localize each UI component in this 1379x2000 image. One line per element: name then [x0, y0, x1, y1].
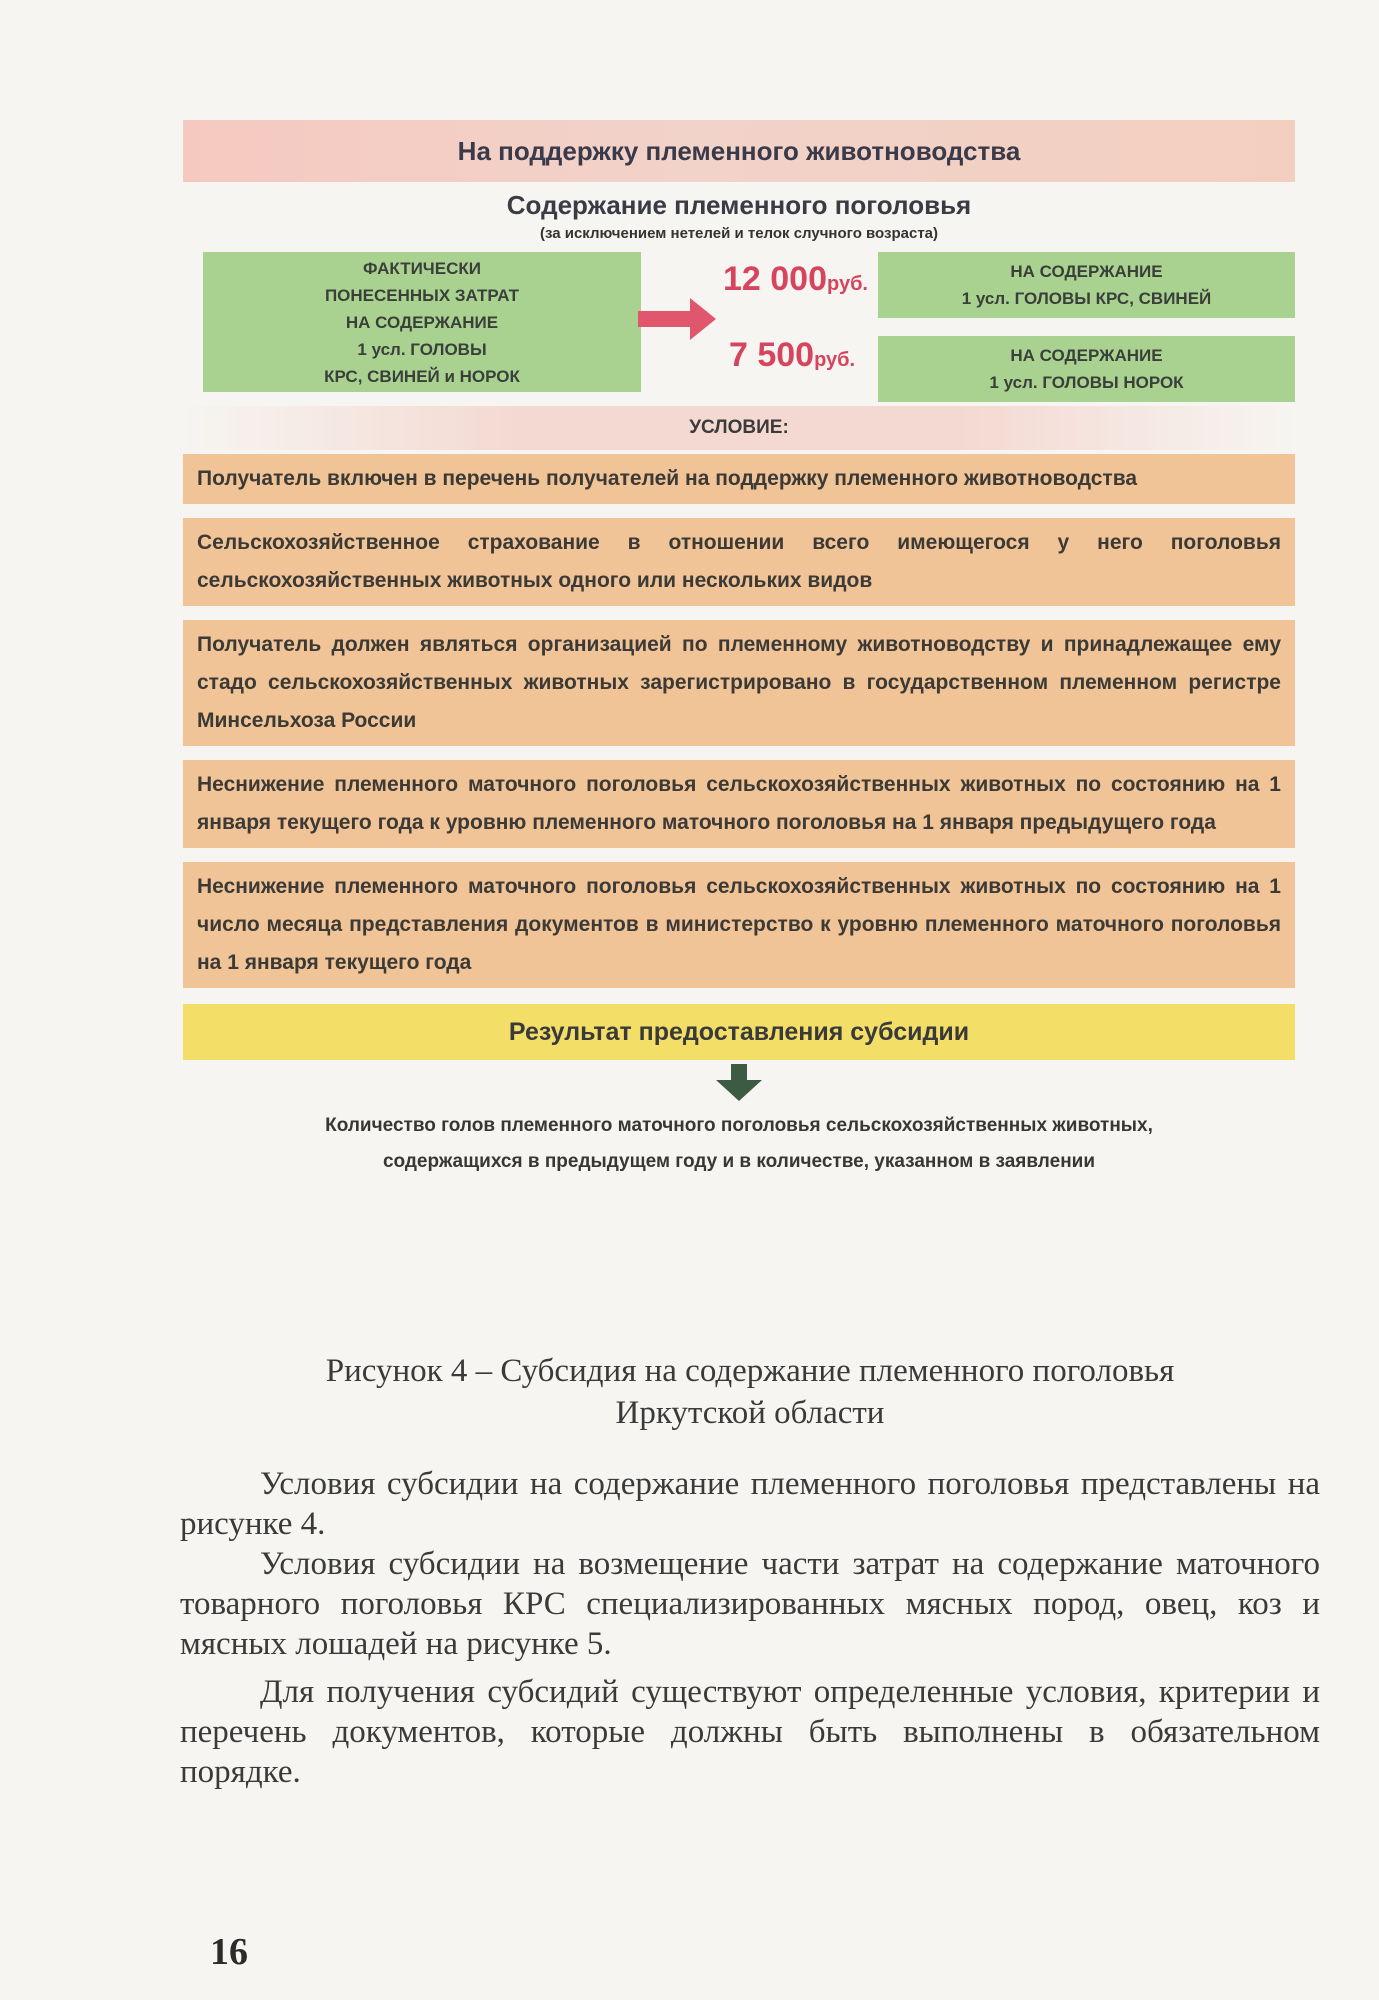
actual-costs-line: ПОНЕСЕННЫХ ЗАТРАТ [324, 285, 520, 305]
paragraph: Условия субсидии на возмещение части затрат на содержание маточного товарного поголовья КРС специализированных мясных пород, овец, коз и мясных лошадей на рисунке 5. [180, 1546, 1320, 1662]
paragraph: Для получения субсидий существуют определенные условия, критерии и перечень документов, которые должны быть выполнены в обязательном порядке. [180, 1674, 1320, 1790]
result-line: Количество голов племенного маточного поголовья сельскохозяйственных животных, [325, 1115, 1153, 1136]
actual-costs-line: КРС, СВИНЕЙ и НОРОК [324, 366, 520, 386]
arrow-down-icon [714, 1064, 764, 1102]
figure-subsidy-diagram [183, 120, 1295, 1180]
per-head-line: НА СОДЕРЖАНИЕ [1010, 262, 1163, 281]
paragraph: Условия субсидии на содержание племенного поголовья представлены на рисунке 4. [180, 1466, 1320, 1542]
subtitle-note: (за исключением нетелей и телок случного возраста) [539, 225, 939, 242]
arrow-right-icon [638, 296, 718, 342]
per-head-minks-box [878, 336, 1295, 402]
per-head-line: НА СОДЕРЖАНИЕ [1010, 346, 1163, 365]
amount-minks: 7 500руб. [729, 336, 856, 374]
subtitle-block [183, 190, 1295, 242]
condition-item: Получатель должен являться организацией по племенному животноводству и принадлежащее ему стадо сельскохозяйственных животных зарегистрировано в государственном племенном регистре Минсельхоза России [183, 620, 1295, 746]
per-head-line: 1 усл. ГОЛОВЫ НОРОК [989, 373, 1184, 392]
result-text [183, 1108, 1295, 1180]
caption-line: Иркутской области [615, 1395, 885, 1431]
per-head-line: 1 усл. ГОЛОВЫ КРС, СВИНЕЙ [961, 289, 1212, 308]
caption-line: Рисунок 4 – Субсидия на содержание племенного поголовья [325, 1353, 1175, 1389]
result-line: содержащихся в предыдущем году и в количестве, указанном в заявлении [382, 1151, 1096, 1172]
actual-costs-line: ФАКТИЧЕСКИ [363, 258, 481, 278]
condition-item: Неснижение племенного маточного поголовья сельскохозяйственных животных по состоянию на 1 января текущего года к уровню племенного маточного поголовья на 1 января предыдущего года [183, 760, 1295, 848]
figure-caption [180, 1350, 1320, 1434]
condition-item: Неснижение племенного маточного поголовья сельскохозяйственных животных по состоянию на 1 число месяца представления документов в министерство к уровню племенного маточного поголовья на 1 января текущего года [183, 862, 1295, 988]
condition-label: УСЛОВИЕ: [183, 406, 1295, 450]
amount-cattle-pigs: 12 000руб. [723, 260, 868, 298]
page-number: 16 [210, 1931, 248, 1973]
subtitle: Содержание племенного поголовья [506, 190, 972, 220]
actual-costs-line: 1 усл. ГОЛОВЫ [357, 339, 487, 359]
result-banner: Результат предоставления субсидии [183, 1004, 1295, 1060]
condition-item: Сельскохозяйственное страхование в отношении всего имеющегося у него поголовья сельскохозяйственных животных одного или нескольких видов [183, 518, 1295, 606]
per-head-cattle-pigs-box [878, 252, 1295, 318]
body-text [180, 1464, 1320, 1792]
banner-title: На поддержку племенного животноводства [183, 120, 1295, 182]
condition-item: Получатель включен в перечень получателей на поддержку племенного животноводства [183, 454, 1295, 504]
actual-costs-line: НА СОДЕРЖАНИЕ [345, 312, 499, 332]
cost-row [183, 252, 1295, 402]
actual-costs-box [203, 252, 641, 392]
